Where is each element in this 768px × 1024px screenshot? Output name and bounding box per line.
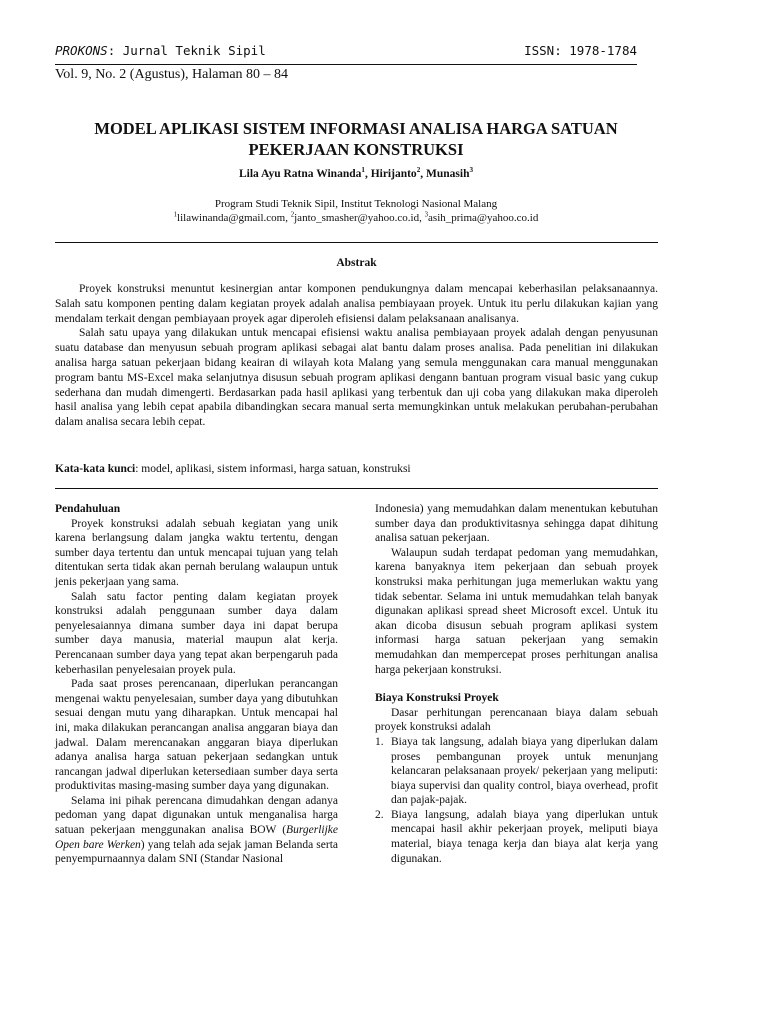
keywords (55, 463, 658, 475)
affiliation-block (55, 197, 657, 225)
author-name: Lila Ayu Ratna Winanda (238, 168, 362, 180)
divider-bottom (55, 488, 658, 489)
text-run-italic: Burgerlijke Open bare Werken (55, 824, 338, 851)
article-title (55, 118, 657, 160)
email-link[interactable]: asih_prima@yahoo.co.id (428, 212, 539, 224)
authors: Lila Ayu Ratna Winanda$^1$, Hirijanto$^2$, Munasih$^3$ (238, 166, 474, 180)
list-text: Biaya tak langsung, adalah biaya yang diperlukan dalam proses pembangunan proyek untuk menunjang kelancaran pelaksanaan proyek/ pekerjaan yang meliputi: biaya supervisi dan quality control, biaya overhead, profit dan pajak-pajak. (391, 735, 658, 807)
journal-name (55, 43, 266, 58)
divider-top (55, 242, 658, 243)
journal-abbrev: PROKONS (55, 43, 108, 58)
keywords-list: : model, aplikasi, sistem informasi, harga satuan, konstruksi (135, 463, 411, 475)
author-emails: $^1$lilawinanda@gmail.com, $^2$janto_smasher@yahoo.co.id, $^3$asih_prima@yahoo.co.id (173, 211, 539, 224)
author-sup: 1 (361, 166, 365, 175)
body-paragraph: Walaupun sudah terdapat pedoman yang memudahkan, karena banyaknya item pekerjaan dan sebuah proyek konstruksi maka perhitungan juga memerlukan waktu yang tidak sebentar. Selama ini untuk memudahkan telah banyak digunakan aplikasi spread sheet Microsoft excel. Untuk itu akan dicoba disusun sebuah program aplikasi system informasi harga satuan pekerjaan yang semakin memudahkan dan mempercepat proses perhitungan analisa harga pekerjaan konstruksi. (375, 546, 658, 676)
header-rule (55, 64, 637, 65)
author-sup: 2 (416, 166, 421, 175)
email-sup: 2 (290, 211, 295, 219)
list-text: Biaya langsung, adalah biaya yang diperlukan untuk mencapai hasil akhir pekerjaan proyek, meliputi biaya material, biaya tenaga kerja dan biaya alat kerja yang digunakan. (391, 808, 658, 865)
section-heading-pendahuluan: Pendahuluan (55, 503, 121, 515)
body-paragraph: Pada saat proses perencanaan, diperlukan perancangan mengenai waktu penyelesaian, sumber daya yang dibutuhkan sesuai dengan mutu yang diharapkan. Untuk mencapai hal ini, maka dilakukan perancangan analisa anggaran biaya dan jadwal. Dalam merencanakan anggaran biaya diperlukan adanya analisa harga satuan pekerjaan sedangkan untuk rancangan jadwal diperlukan ketersediaan sumber daya serta produktivitas masing-masing sumber daya yang digunakan. (55, 678, 338, 793)
text-run: Selama ini pihak perencana dimudahkan dengan adanya pedoman yang dapat digunakan untuk menganalisa harga satuan pekerjaan menggunakan analisa BOW ( (55, 794, 338, 837)
abstract-paragraph: Proyek konstruksi menuntut kesinergian antar komponen pendukungnya dalam mencapai keberhasilan pelaksanaannya. Salah satu komponen penting dalam kegiatan proyek adalah analisa pembiayaan proyek. Untuk itu perlu dilakukan kajian yang mendalam terkait dengan pembiayaan proyek agar diperoleh efisiensi dalam pelaksanaan analisanya. (55, 283, 658, 325)
list-number: 2. (375, 808, 384, 821)
title-line-2: PEKERJAAN KONSTRUKSI (248, 140, 464, 159)
email-sup: 3 (424, 211, 429, 219)
body-paragraph: Dasar perhitungan perencanaan biaya dalam sebuah proyek konstruksi adalah (375, 706, 658, 734)
body-paragraph (55, 794, 338, 867)
keywords-label: Kata-kata kunci (55, 463, 136, 475)
email-sup: 1 (173, 211, 178, 219)
abstract-body (55, 282, 658, 430)
email-link[interactable]: lilawinanda@gmail.com (177, 212, 286, 224)
abstract-heading: Abstrak (336, 257, 377, 269)
author-name: Munasih (426, 168, 470, 180)
body-paragraph: Proyek konstruksi adalah sebuah kegiatan yang unik karena berlangsung dalam jangka waktu tertentu, dengan sumber daya tertentu dan untuk mencapai tujuan yang telah ditentukan serta tidak akan pernah berulang walaupun untuk jenis pekerjaan yang sama. (55, 517, 338, 588)
text-run: ) yang telah ada sejak jaman Belanda serta penyempurnaannya dalam SNI (Standar Nasional (55, 838, 338, 866)
title-line-1: MODEL APLIKASI SISTEM INFORMASI ANALISA HARGA SATUAN (94, 119, 618, 138)
list-item (375, 808, 658, 866)
abstract-paragraph: Salah satu upaya yang dilakukan untuk mencapai efisiensi waktu analisa pembiayaan proyek adalah dengan penyusunan suatu database dan menyusun sebuah program aplikasi sebagai alat bantu dalam proses analisa. Pada penelitian ini dilakukan analisa harga satuan pekerjaan bidang keairan di wilayah kota Malang yang semula menggunakan cara manual menggunakan program bantu MS-Excel maka selanjutnya disusun sebuah program aplikasi dengann bantuan program visual basic yang cukup sederhana dan mudah dimengerti. Berdasarkan pada hasil aplikasi yang terbentuk dan uji coba yang dilakukan maka diperoleh hasil analisa yang lebih cepat apabila dibandingkan secara manual serta memungkinkan untuk melakukan perubahan-perubahan dalam analisa secara lebih cepat. (55, 327, 658, 429)
column-left (55, 502, 338, 867)
running-header (55, 41, 637, 65)
column-right (375, 502, 658, 866)
journal-full-name: : Jurnal Teknik Sipil (107, 43, 266, 58)
email-link[interactable]: janto_smasher@yahoo.co.id (294, 212, 420, 224)
body-paragraph: Indonesia) yang memudahkan dalam menentukan kebutuhan sumber daya dan produktivitasnya sehingga dapat dihitung analisa satuan pekerjaan. (375, 503, 658, 545)
section-heading-biaya: Biaya Konstruksi Proyek (375, 692, 499, 705)
issn: ISSN: 1978-1784 (524, 43, 637, 58)
list-number: 1. (375, 735, 384, 748)
spacer (375, 677, 658, 691)
author-name: Hirijanto (370, 168, 417, 180)
affiliation: Program Studi Teknik Sipil, Institut Teknologi Nasional Malang (214, 198, 498, 210)
body-paragraph: Salah satu factor penting dalam kegiatan proyek konstruksi adalah penggunaan sumber daya dalam penyelesaiannya dimana sumber daya ini dapat berupa sumber daya manusia, material maupun alat kerja. Perencanaan sumber daya yang tepat akan berpengaruh pada keberhasilan penyelesaian proyek pula. (55, 590, 338, 676)
cost-list (375, 735, 658, 866)
list-item (375, 735, 658, 808)
volume-info: Vol. 9, No. 2 (Agustus), Halaman 80 – 84 (55, 67, 289, 82)
author-sup: 3 (469, 166, 474, 175)
